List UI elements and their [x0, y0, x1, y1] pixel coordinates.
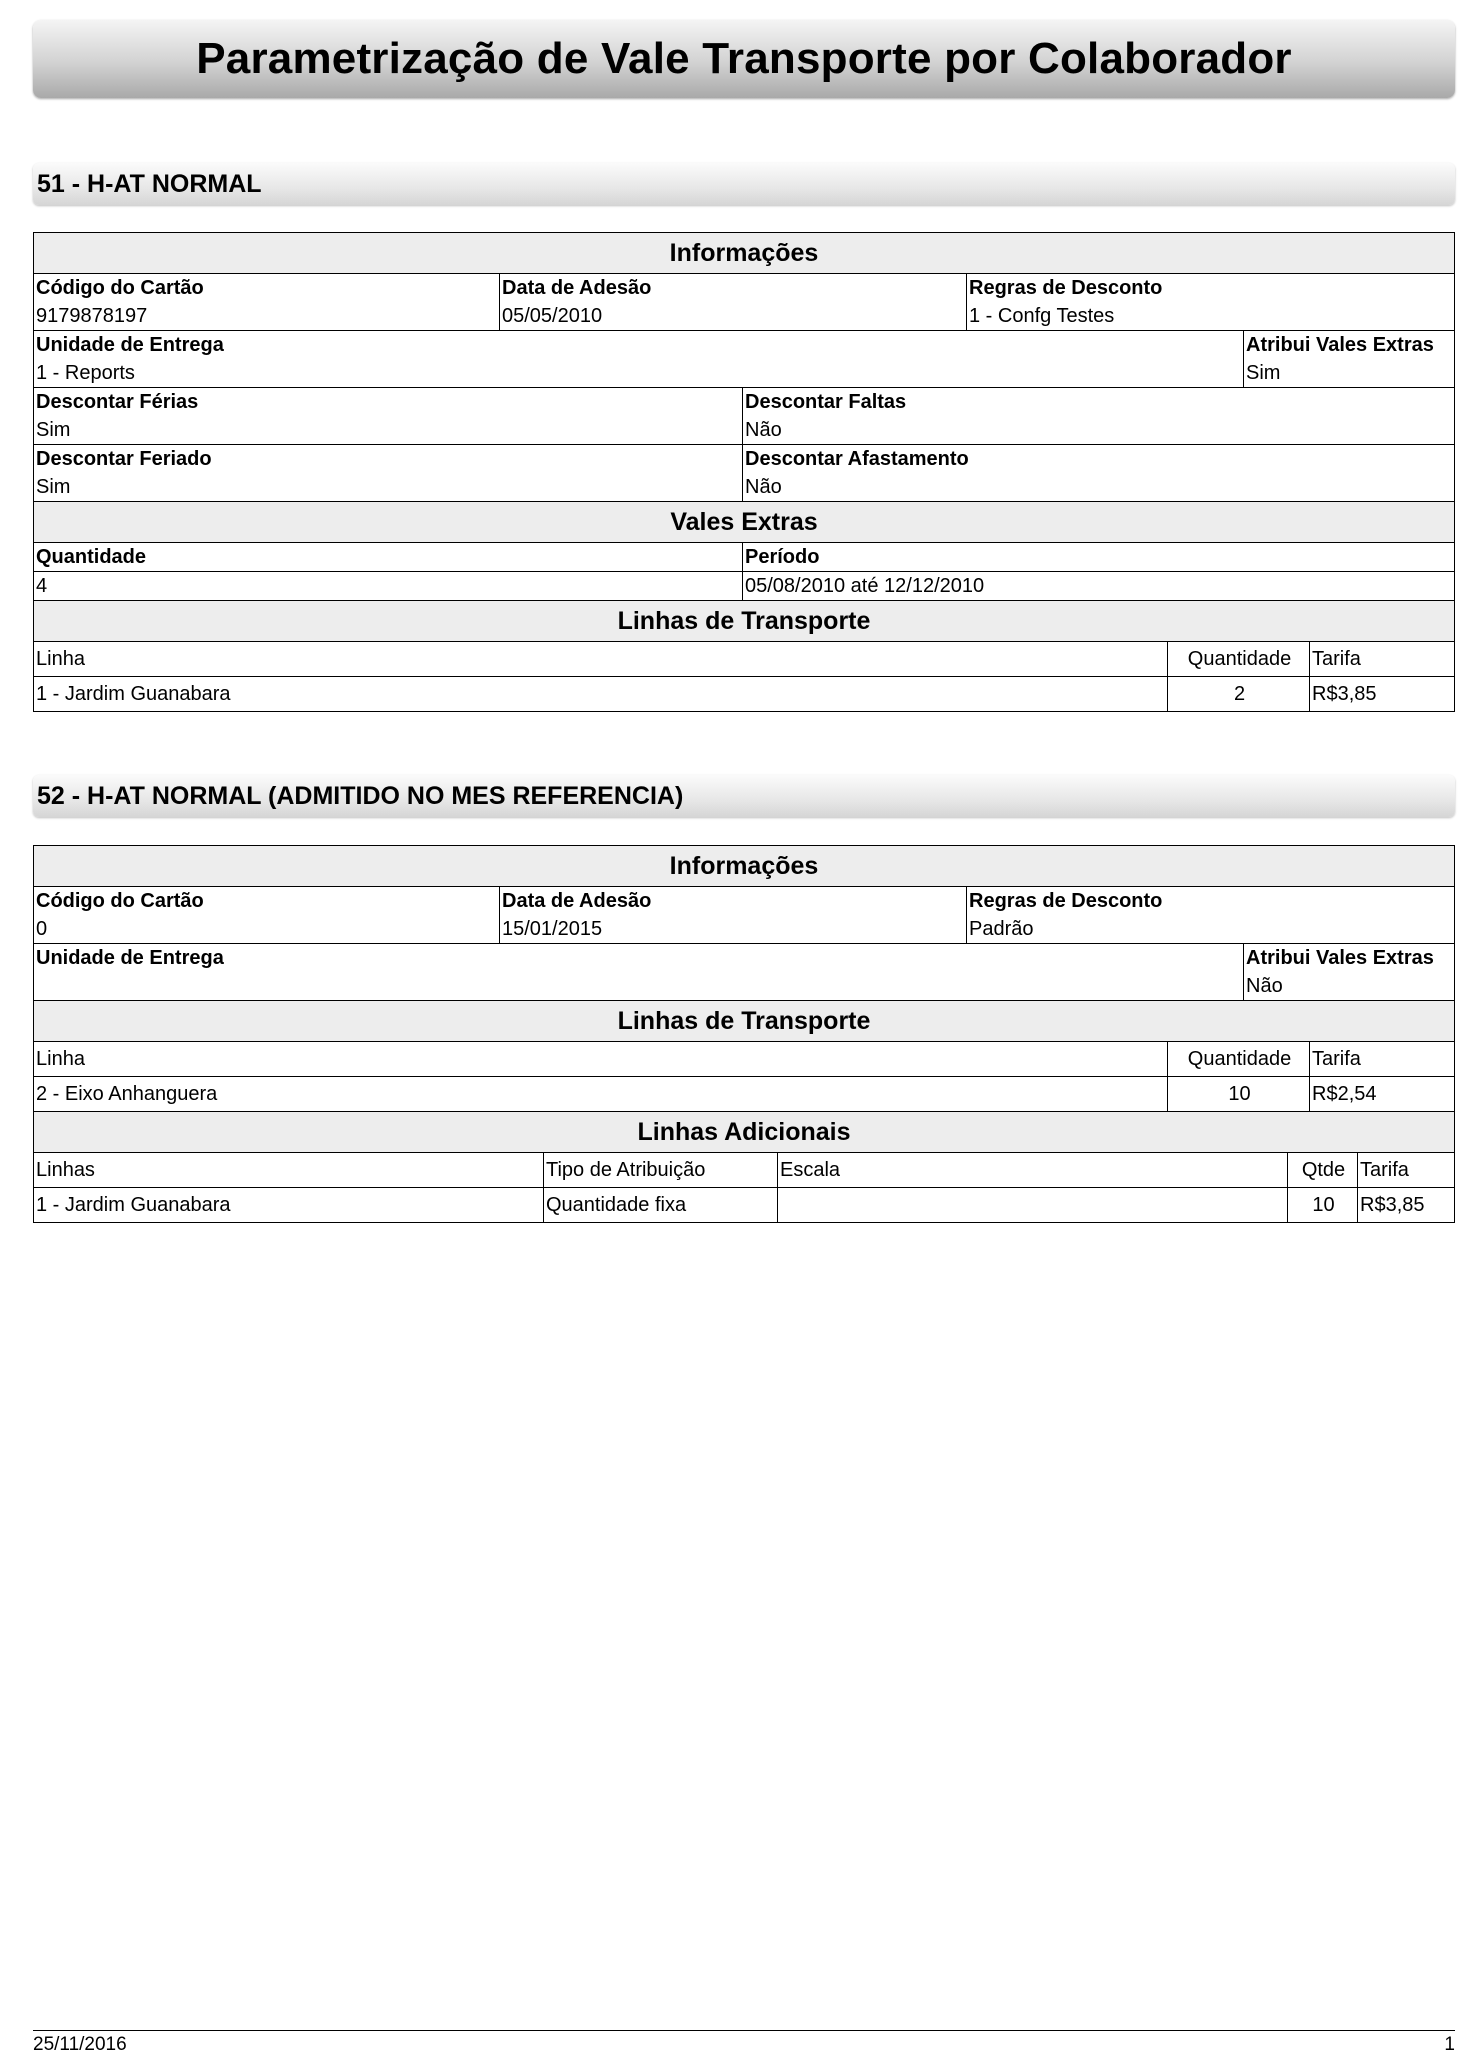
col-linha-header: Linha: [34, 1042, 1168, 1076]
unidade-entrega-cell: [34, 944, 1244, 1000]
unidade-entrega-label: Unidade de Entrega: [36, 334, 224, 356]
unidade-entrega-value: 1 - Reports: [36, 362, 135, 384]
linha-cell: 1 - Jardim Guanabara: [34, 677, 1168, 711]
col-tarifa-header: Tarifa: [1312, 647, 1361, 670]
atribui-vales-cell: [1244, 944, 1454, 1000]
info-row-1: [34, 887, 1454, 944]
table-row: [34, 1188, 1454, 1222]
regras-desconto-value: 1 - Confg Testes: [969, 305, 1115, 327]
codigo-cartao-value: 9179878197: [36, 305, 148, 327]
col-tarifa-header: Tarifa: [1360, 1158, 1409, 1181]
info-row-4: [34, 445, 1454, 502]
descontar-ferias-value: Sim: [36, 419, 71, 441]
section-title: 52 - H-AT NORMAL (ADMITIDO NO MES REFERENCIA): [37, 781, 684, 810]
descontar-feriado-label: Descontar Feriado: [36, 448, 212, 470]
regras-desconto-label: Regras de Desconto: [969, 890, 1163, 912]
tipo-atribuicao-cell: Quantidade fixa: [544, 1188, 778, 1222]
section-header-52: [33, 775, 1455, 817]
atribui-vales-value: Não: [1246, 975, 1283, 997]
data-adesao-value: 15/01/2015: [502, 918, 603, 940]
tarifa-cell: R$3,85: [1312, 682, 1377, 705]
report-title: Parametrização de Vale Transporte por Colaborador: [196, 34, 1292, 83]
codigo-cartao-label: Código do Cartão: [36, 890, 204, 912]
descontar-faltas-cell: [743, 388, 1454, 444]
escala-cell: [778, 1188, 1288, 1222]
atribui-vales-label: Atribui Vales Extras: [1246, 334, 1434, 356]
table-row: [34, 677, 1454, 711]
vales-extras-header-row: [34, 543, 1454, 572]
section-title: 51 - H-AT NORMAL: [37, 169, 262, 198]
footer-page-number: 1: [1444, 2034, 1455, 2055]
data-adesao-value: 05/05/2010: [502, 305, 603, 327]
col-tarifa-header: Tarifa: [1312, 1047, 1361, 1070]
page-footer: [33, 2030, 1455, 2056]
footer-date: 25/11/2016: [33, 2034, 127, 2055]
vales-extras-band: Vales Extras: [34, 502, 1454, 543]
linhas-adicionais-header-row: [34, 1153, 1454, 1188]
unidade-entrega-label: Unidade de Entrega: [36, 947, 224, 969]
linhas-transporte-band: Linhas de Transporte: [34, 601, 1454, 642]
report-title-bar: [33, 20, 1455, 98]
periodo-label: Período: [745, 546, 820, 568]
col-escala-header: Escala: [778, 1153, 1288, 1187]
linhas-cell: 1 - Jardim Guanabara: [34, 1188, 544, 1222]
linhas-adicionais-band: Linhas Adicionais: [34, 1112, 1454, 1153]
periodo-value: 05/08/2010 até 12/12/2010: [745, 575, 985, 597]
regras-desconto-cell: [967, 274, 1454, 330]
section-header-51: [33, 163, 1455, 205]
data-adesao-cell: [500, 887, 967, 943]
info-row-1: [34, 274, 1454, 331]
descontar-feriado-value: Sim: [36, 476, 71, 498]
info-row-2: [34, 944, 1454, 1001]
col-qtde-header: Qtde: [1288, 1153, 1358, 1187]
regras-desconto-value: Padrão: [969, 918, 1034, 940]
descontar-afastamento-cell: [743, 445, 1454, 501]
linhas-transporte-band: Linhas de Transporte: [34, 1001, 1454, 1042]
info-row-3: [34, 388, 1454, 445]
vales-extras-value-row: [34, 572, 1454, 601]
section-52-table: [33, 845, 1455, 1223]
descontar-afastamento-label: Descontar Afastamento: [745, 448, 969, 470]
data-adesao-label: Data de Adesão: [502, 277, 652, 299]
table-row: [34, 1077, 1454, 1112]
descontar-feriado-cell: [34, 445, 743, 501]
quantidade-label: Quantidade: [34, 543, 743, 571]
descontar-faltas-label: Descontar Faltas: [745, 391, 907, 413]
data-adesao-label: Data de Adesão: [502, 890, 652, 912]
atribui-vales-value: Sim: [1246, 362, 1281, 384]
col-quantidade-header: Quantidade: [1168, 1042, 1310, 1076]
tarifa-cell: R$3,85: [1360, 1193, 1425, 1216]
descontar-faltas-value: Não: [745, 419, 782, 441]
linha-cell: 2 - Eixo Anhanguera: [34, 1077, 1168, 1111]
info-row-2: [34, 331, 1454, 388]
codigo-cartao-cell: [34, 887, 500, 943]
quantidade-cell: 2: [1168, 677, 1310, 711]
atribui-vales-label: Atribui Vales Extras: [1246, 947, 1434, 969]
regras-desconto-label: Regras de Desconto: [969, 277, 1163, 299]
atribui-vales-cell: [1244, 331, 1454, 387]
descontar-ferias-cell: [34, 388, 743, 444]
col-linhas-header: Linhas: [34, 1153, 544, 1187]
regras-desconto-cell: [967, 887, 1454, 943]
descontar-ferias-label: Descontar Férias: [36, 391, 199, 413]
descontar-afastamento-value: Não: [745, 476, 782, 498]
linhas-transporte-header-row: [34, 1042, 1454, 1077]
codigo-cartao-label: Código do Cartão: [36, 277, 204, 299]
quantidade-cell: 10: [1168, 1077, 1310, 1111]
info-band: Informações: [34, 846, 1454, 887]
col-quantidade-header: Quantidade: [1168, 642, 1310, 676]
info-band: Informações: [34, 233, 1454, 274]
tarifa-cell: R$2,54: [1312, 1082, 1377, 1105]
codigo-cartao-value: 0: [36, 918, 48, 940]
linhas-transporte-header-row: [34, 642, 1454, 677]
codigo-cartao-cell: [34, 274, 500, 330]
quantidade-value: 4: [34, 572, 743, 600]
col-tipo-atribuicao-header: Tipo de Atribuição: [544, 1153, 778, 1187]
data-adesao-cell: [500, 274, 967, 330]
col-linha-header: Linha: [34, 642, 1168, 676]
section-51-table: [33, 232, 1455, 712]
unidade-entrega-cell: [34, 331, 1244, 387]
qtde-cell: 10: [1288, 1188, 1358, 1222]
